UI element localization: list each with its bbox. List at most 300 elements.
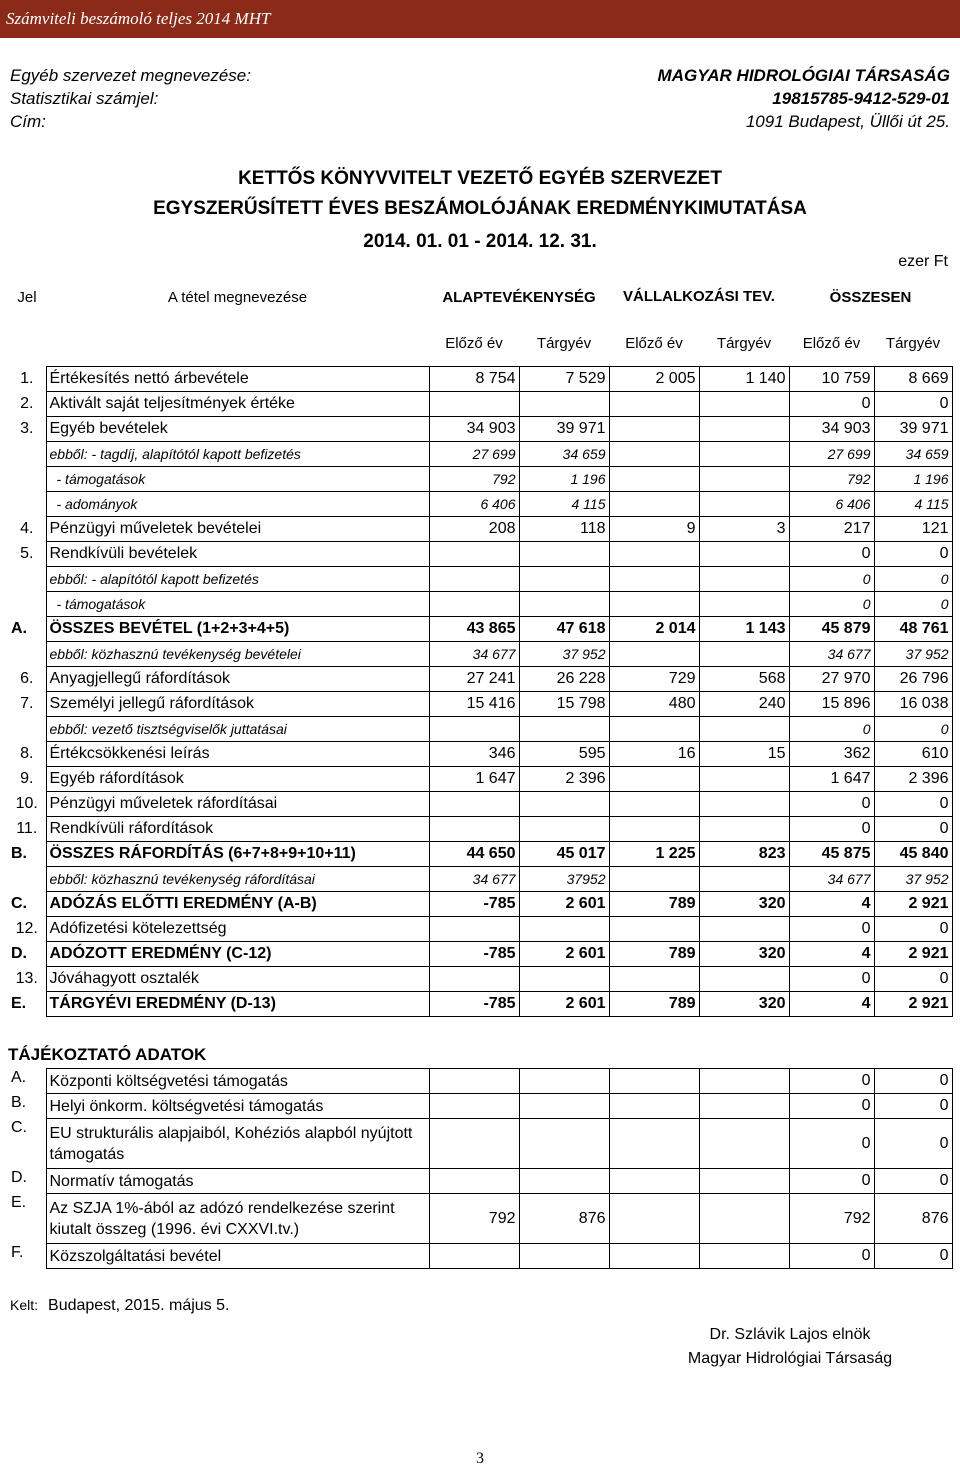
row-value-2: 2 601 <box>519 941 609 966</box>
row-value-6: 610 <box>874 741 952 766</box>
row-value-4: 320 <box>699 991 789 1016</box>
row-value-6: 0 <box>874 1119 952 1169</box>
row-value-3 <box>609 1194 699 1244</box>
row-value-2: 34 659 <box>519 441 609 466</box>
row-value-5: 362 <box>789 741 874 766</box>
row-value-5: 0 <box>789 716 874 741</box>
report-period: 2014. 01. 01 - 2014. 12. 31. <box>363 231 597 252</box>
row-value-4 <box>699 966 789 991</box>
row-value-4: 823 <box>699 841 789 866</box>
row-value-2: 39 971 <box>519 416 609 441</box>
row-jel <box>8 491 46 516</box>
org-name-row <box>10 66 950 89</box>
row-value-2 <box>519 791 609 816</box>
row-item-name: Anyagjellegű ráfordítások <box>46 666 429 691</box>
row-value-6: 2 921 <box>874 941 952 966</box>
row-value-1 <box>429 1069 519 1094</box>
row-value-4 <box>699 416 789 441</box>
row-value-1: 792 <box>429 466 519 491</box>
row-value-6: 0 <box>874 716 952 741</box>
org-address-value: 1091 Budapest, Üllői út 25. <box>745 112 950 131</box>
row-jel: B. <box>8 841 46 866</box>
row-value-3: 480 <box>609 691 699 716</box>
row-jel: 11. <box>8 816 46 841</box>
row-value-5: 0 <box>789 916 874 941</box>
row-value-1: -785 <box>429 891 519 916</box>
row-value-5: 4 <box>789 891 874 916</box>
row-jel <box>8 566 46 591</box>
row-value-5: 0 <box>789 966 874 991</box>
row-value-5: 0 <box>789 791 874 816</box>
row-jel: E. <box>8 1194 46 1244</box>
row-value-2: 47 618 <box>519 616 609 641</box>
header-prev-year-business: Előző év <box>625 334 683 352</box>
row-jel: 5. <box>8 541 46 566</box>
row-value-4 <box>699 1194 789 1244</box>
row-jel: 3. <box>8 416 46 441</box>
row-jel: F. <box>8 1244 46 1269</box>
table-row <box>8 491 952 516</box>
row-value-3 <box>609 591 699 616</box>
row-value-5: 27 970 <box>789 666 874 691</box>
row-item-name: Személyi jellegű ráfordítások <box>46 691 429 716</box>
row-value-4 <box>699 641 789 666</box>
header-jel: Jel <box>17 288 37 306</box>
row-value-1 <box>429 566 519 591</box>
row-value-5: 0 <box>789 391 874 416</box>
row-value-6: 16 038 <box>874 691 952 716</box>
row-value-1 <box>429 966 519 991</box>
row-jel: A. <box>8 616 46 641</box>
row-value-5: 34 677 <box>789 866 874 891</box>
row-jel: D. <box>8 941 46 966</box>
row-jel <box>8 466 46 491</box>
row-value-5: 34 677 <box>789 641 874 666</box>
row-item-name: Értékcsökkenési leírás <box>46 741 429 766</box>
row-value-4 <box>699 541 789 566</box>
row-value-6: 0 <box>874 966 952 991</box>
row-value-5: 792 <box>789 466 874 491</box>
unit-label: ezer Ft <box>898 253 948 270</box>
report-title-line2: EGYSZERŰSÍTETT ÉVES BESZÁMOLÓJÁNAK EREDMÉNYKIMUTATÁSA <box>153 198 807 219</box>
row-value-5: 4 <box>789 941 874 966</box>
row-item-name: ADÓZÁS ELŐTTI EREDMÉNY (A-B) <box>46 891 429 916</box>
header-cur-year-total: Tárgyév <box>885 335 941 353</box>
table-row <box>8 1169 952 1194</box>
row-item-name: - támogatások <box>46 466 429 491</box>
row-jel: 9. <box>8 766 46 791</box>
row-item-name: Jóváhagyott osztalék <box>46 966 429 991</box>
table-row <box>8 566 952 591</box>
table-row <box>8 741 952 766</box>
row-item-name: TÁRGYÉVI EREDMÉNY (D-13) <box>46 991 429 1016</box>
date-value: Budapest, 2015. május 5. <box>48 1297 230 1314</box>
row-value-6: 0 <box>874 1169 952 1194</box>
row-value-5: 0 <box>789 1169 874 1194</box>
date-label: Kelt: <box>10 1297 39 1313</box>
row-value-6: 0 <box>874 391 952 416</box>
row-item-name: EU strukturális alapjaiból, Kohéziós alapból nyújtott támogatás <box>46 1119 429 1169</box>
row-value-3 <box>609 1169 699 1194</box>
row-jel: 10. <box>8 791 46 816</box>
row-value-2: 2 601 <box>519 891 609 916</box>
row-value-3 <box>609 1119 699 1169</box>
table-row <box>8 441 952 466</box>
row-value-3: 1 225 <box>609 841 699 866</box>
row-value-1 <box>429 1119 519 1169</box>
table-row <box>8 1244 952 1269</box>
row-value-5: 792 <box>789 1194 874 1244</box>
row-item-name: ebből: közhasznú tevékenység bevételei <box>46 641 429 666</box>
row-value-4 <box>699 916 789 941</box>
row-value-3 <box>609 916 699 941</box>
row-value-3 <box>609 641 699 666</box>
row-value-3: 2 014 <box>609 616 699 641</box>
header-prev-year-basic: Előző év <box>445 334 503 352</box>
row-item-name: ebből: közhasznú tevékenység ráfordításai <box>46 866 429 891</box>
row-value-5: 0 <box>789 541 874 566</box>
row-value-1: 346 <box>429 741 519 766</box>
row-value-5: 0 <box>789 816 874 841</box>
row-jel: 1. <box>8 366 46 391</box>
row-value-6: 0 <box>874 816 952 841</box>
row-item-name: Adófizetési kötelezettség <box>46 916 429 941</box>
info-table <box>8 1068 953 1269</box>
row-value-2: 7 529 <box>519 366 609 391</box>
row-value-3 <box>609 791 699 816</box>
row-jel: B. <box>8 1094 46 1119</box>
table-row <box>8 616 952 641</box>
organization-info <box>10 66 950 135</box>
row-value-3 <box>609 966 699 991</box>
row-value-5: 10 759 <box>789 366 874 391</box>
info-section-title: TÁJÉKOZTATÓ ADATOK <box>8 1045 207 1064</box>
row-jel <box>8 591 46 616</box>
table-row <box>8 516 952 541</box>
row-value-1: 15 416 <box>429 691 519 716</box>
row-item-name: Rendkívüli bevételek <box>46 541 429 566</box>
table-header-row <box>8 272 952 322</box>
row-value-3: 729 <box>609 666 699 691</box>
document-header-title: Számviteli beszámoló teljes 2014 MHT <box>6 9 271 28</box>
row-value-5: 0 <box>789 591 874 616</box>
row-jel <box>8 441 46 466</box>
row-value-4 <box>699 716 789 741</box>
row-item-name: Központi költségvetési támogatás <box>46 1069 429 1094</box>
row-value-1 <box>429 1244 519 1269</box>
table-subheader-row <box>8 322 952 366</box>
row-value-6: 2 396 <box>874 766 952 791</box>
table-row <box>8 1069 952 1094</box>
row-value-2: 2 396 <box>519 766 609 791</box>
row-value-1 <box>429 916 519 941</box>
row-value-5: 6 406 <box>789 491 874 516</box>
row-value-6: 0 <box>874 916 952 941</box>
row-value-2 <box>519 391 609 416</box>
org-stat-row <box>10 89 950 112</box>
row-value-4 <box>699 1244 789 1269</box>
row-value-6: 0 <box>874 1244 952 1269</box>
row-value-1 <box>429 1094 519 1119</box>
table-row <box>8 416 952 441</box>
table-row <box>8 691 952 716</box>
row-value-2 <box>519 916 609 941</box>
table-row <box>8 791 952 816</box>
row-value-5: 45 875 <box>789 841 874 866</box>
row-value-1: 27 241 <box>429 666 519 691</box>
header-business-activity: VÁLLALKOZÁSI TEV. <box>623 288 775 305</box>
row-value-2: 37 952 <box>519 641 609 666</box>
row-value-1: 1 647 <box>429 766 519 791</box>
row-value-4: 240 <box>699 691 789 716</box>
row-value-3 <box>609 416 699 441</box>
row-value-5: 27 699 <box>789 441 874 466</box>
row-jel: C. <box>8 1119 46 1169</box>
row-value-1 <box>429 591 519 616</box>
row-value-6: 39 971 <box>874 416 952 441</box>
row-value-6: 0 <box>874 791 952 816</box>
table-row <box>8 841 952 866</box>
row-value-4: 3 <box>699 516 789 541</box>
row-value-1: 34 677 <box>429 866 519 891</box>
row-value-4 <box>699 566 789 591</box>
row-item-name: Közszolgáltatási bevétel <box>46 1244 429 1269</box>
row-value-3: 9 <box>609 516 699 541</box>
row-value-4 <box>699 441 789 466</box>
row-value-3 <box>609 1094 699 1119</box>
row-value-6: 48 761 <box>874 616 952 641</box>
table-row <box>8 716 952 741</box>
table-row <box>8 1194 952 1244</box>
row-value-6: 4 115 <box>874 491 952 516</box>
header-basic-activity: ALAPTEVÉKENYSÉG <box>442 288 596 306</box>
row-value-4 <box>699 491 789 516</box>
signer-name: Dr. Szlávik Lajos elnök <box>709 1326 871 1343</box>
row-value-2: 4 115 <box>519 491 609 516</box>
table-row <box>8 666 952 691</box>
row-item-name: ÖSSZES BEVÉTEL (1+2+3+4+5) <box>46 616 429 641</box>
row-value-2: 26 228 <box>519 666 609 691</box>
row-item-name: ADÓZOTT EREDMÉNY (C-12) <box>46 941 429 966</box>
org-stat-label: Statisztikai számjel: <box>10 89 159 108</box>
row-value-3 <box>609 766 699 791</box>
row-value-3 <box>609 716 699 741</box>
row-value-1 <box>429 816 519 841</box>
row-value-5: 34 903 <box>789 416 874 441</box>
row-value-3: 789 <box>609 941 699 966</box>
org-stat-value: 19815785-9412-529-01 <box>772 89 950 108</box>
row-value-4 <box>699 591 789 616</box>
row-value-4 <box>699 1119 789 1169</box>
report-title-line1: KETTŐS KÖNYVVITELT VEZETŐ EGYÉB SZERVEZET <box>238 168 722 189</box>
row-value-1: 27 699 <box>429 441 519 466</box>
row-value-5: 0 <box>789 1244 874 1269</box>
row-value-2 <box>519 1244 609 1269</box>
row-value-4 <box>699 391 789 416</box>
row-value-2: 876 <box>519 1194 609 1244</box>
row-value-5: 0 <box>789 1094 874 1119</box>
org-address-row <box>10 112 950 135</box>
org-name-label: Egyéb szervezet megnevezése: <box>10 66 251 85</box>
row-item-name: Pénzügyi műveletek bevételei <box>46 516 429 541</box>
row-value-1 <box>429 1169 519 1194</box>
row-value-4 <box>699 1169 789 1194</box>
row-value-1 <box>429 541 519 566</box>
row-value-2: 595 <box>519 741 609 766</box>
row-value-3: 789 <box>609 991 699 1016</box>
row-jel: E. <box>8 991 46 1016</box>
row-value-1 <box>429 791 519 816</box>
row-value-3: 16 <box>609 741 699 766</box>
row-value-1: -785 <box>429 991 519 1016</box>
row-jel: 8. <box>8 741 46 766</box>
row-jel: 2. <box>8 391 46 416</box>
table-row <box>8 1119 952 1169</box>
signer-organization: Magyar Hidrológiai Társaság <box>687 1350 893 1367</box>
org-name-value: MAGYAR HIDROLÓGIAI TÁRSASÁG <box>657 66 950 85</box>
row-value-2: 1 196 <box>519 466 609 491</box>
row-value-4 <box>699 1094 789 1119</box>
table-row <box>8 391 952 416</box>
table-row <box>8 866 952 891</box>
income-statement-table <box>8 272 953 1017</box>
row-value-2 <box>519 541 609 566</box>
header-total: ÖSSZESEN <box>829 288 912 306</box>
table-row <box>8 966 952 991</box>
table-row <box>8 991 952 1016</box>
table-row <box>8 366 952 391</box>
row-value-1: 34 903 <box>429 416 519 441</box>
row-item-name: ÖSSZES RÁFORDÍTÁS (6+7+8+9+10+11) <box>46 841 429 866</box>
row-value-6: 2 921 <box>874 891 952 916</box>
document-header-bar <box>0 0 960 38</box>
row-jel <box>8 716 46 741</box>
row-value-6: 0 <box>874 1069 952 1094</box>
table-row <box>8 591 952 616</box>
row-value-1 <box>429 716 519 741</box>
row-jel <box>8 866 46 891</box>
row-value-4: 320 <box>699 941 789 966</box>
header-cur-year-basic: Tárgyév <box>536 335 592 353</box>
row-item-name: Az SZJA 1%-ából az adózó rendelkezése szerint kiutalt összeg (1996. évi CXXVI.tv.) <box>46 1194 429 1244</box>
row-value-3: 2 005 <box>609 366 699 391</box>
row-item-name: Normatív támogatás <box>46 1169 429 1194</box>
row-item-name: Pénzügyi műveletek ráfordításai <box>46 791 429 816</box>
row-value-4 <box>699 766 789 791</box>
row-value-3 <box>609 491 699 516</box>
row-jel: 7. <box>8 691 46 716</box>
row-value-2: 15 798 <box>519 691 609 716</box>
row-jel: A. <box>8 1069 46 1094</box>
row-jel <box>8 641 46 666</box>
row-value-2 <box>519 816 609 841</box>
row-value-2 <box>519 1069 609 1094</box>
row-value-4: 568 <box>699 666 789 691</box>
row-value-4: 320 <box>699 891 789 916</box>
row-value-6: 0 <box>874 541 952 566</box>
row-value-6: 0 <box>874 566 952 591</box>
row-value-6: 876 <box>874 1194 952 1244</box>
table-row <box>8 541 952 566</box>
row-value-3: 789 <box>609 891 699 916</box>
row-value-5: 4 <box>789 991 874 1016</box>
row-value-1: 44 650 <box>429 841 519 866</box>
row-value-4: 1 140 <box>699 366 789 391</box>
row-item-name: Rendkívüli ráfordítások <box>46 816 429 841</box>
row-item-name: Helyi önkorm. költségvetési támogatás <box>46 1094 429 1119</box>
row-value-3 <box>609 541 699 566</box>
row-value-3 <box>609 1244 699 1269</box>
row-value-2 <box>519 966 609 991</box>
row-value-4: 15 <box>699 741 789 766</box>
row-jel: 12. <box>8 916 46 941</box>
row-item-name: Értékesítés nettó árbevétele <box>46 366 429 391</box>
row-value-3 <box>609 441 699 466</box>
row-value-2 <box>519 1094 609 1119</box>
row-value-5: 1 647 <box>789 766 874 791</box>
row-value-1: 43 865 <box>429 616 519 641</box>
row-value-3 <box>609 391 699 416</box>
row-value-6: 0 <box>874 591 952 616</box>
row-value-2 <box>519 591 609 616</box>
row-value-3 <box>609 816 699 841</box>
row-value-2: 2 601 <box>519 991 609 1016</box>
table-row <box>8 891 952 916</box>
row-value-2: 37952 <box>519 866 609 891</box>
row-value-6: 37 952 <box>874 866 952 891</box>
row-value-1: 208 <box>429 516 519 541</box>
row-value-3 <box>609 866 699 891</box>
row-value-1: 34 677 <box>429 641 519 666</box>
row-value-1: 8 754 <box>429 366 519 391</box>
row-item-name: - támogatások <box>46 591 429 616</box>
row-value-1 <box>429 391 519 416</box>
row-value-1: 792 <box>429 1194 519 1244</box>
row-value-1: 6 406 <box>429 491 519 516</box>
row-value-5: 45 879 <box>789 616 874 641</box>
row-value-6: 37 952 <box>874 641 952 666</box>
table-row <box>8 766 952 791</box>
row-value-5: 0 <box>789 566 874 591</box>
row-value-6: 2 921 <box>874 991 952 1016</box>
row-jel: C. <box>8 891 46 916</box>
row-value-5: 0 <box>789 1119 874 1169</box>
table-row <box>8 641 952 666</box>
row-item-name: - adományok <box>46 491 429 516</box>
row-value-5: 217 <box>789 516 874 541</box>
row-item-name: Egyéb ráfordítások <box>46 766 429 791</box>
signature-block <box>660 1323 920 1371</box>
header-prev-year-total: Előző év <box>802 334 861 352</box>
row-jel: 13. <box>8 966 46 991</box>
row-item-name: ebből: - tagdíj, alapítótól kapott befizetés <box>46 441 429 466</box>
row-value-2 <box>519 716 609 741</box>
row-value-4 <box>699 791 789 816</box>
row-value-5: 15 896 <box>789 691 874 716</box>
row-value-6: 1 196 <box>874 466 952 491</box>
row-item-name: ebből: - alapítótól kapott befizetés <box>46 566 429 591</box>
row-value-3 <box>609 466 699 491</box>
row-value-6: 8 669 <box>874 366 952 391</box>
table-row <box>8 466 952 491</box>
row-value-4 <box>699 466 789 491</box>
table-row <box>8 941 952 966</box>
row-value-2 <box>519 1119 609 1169</box>
header-item-name: A tétel megnevezése <box>167 288 308 306</box>
row-value-2 <box>519 1169 609 1194</box>
row-jel: 4. <box>8 516 46 541</box>
row-value-6: 34 659 <box>874 441 952 466</box>
